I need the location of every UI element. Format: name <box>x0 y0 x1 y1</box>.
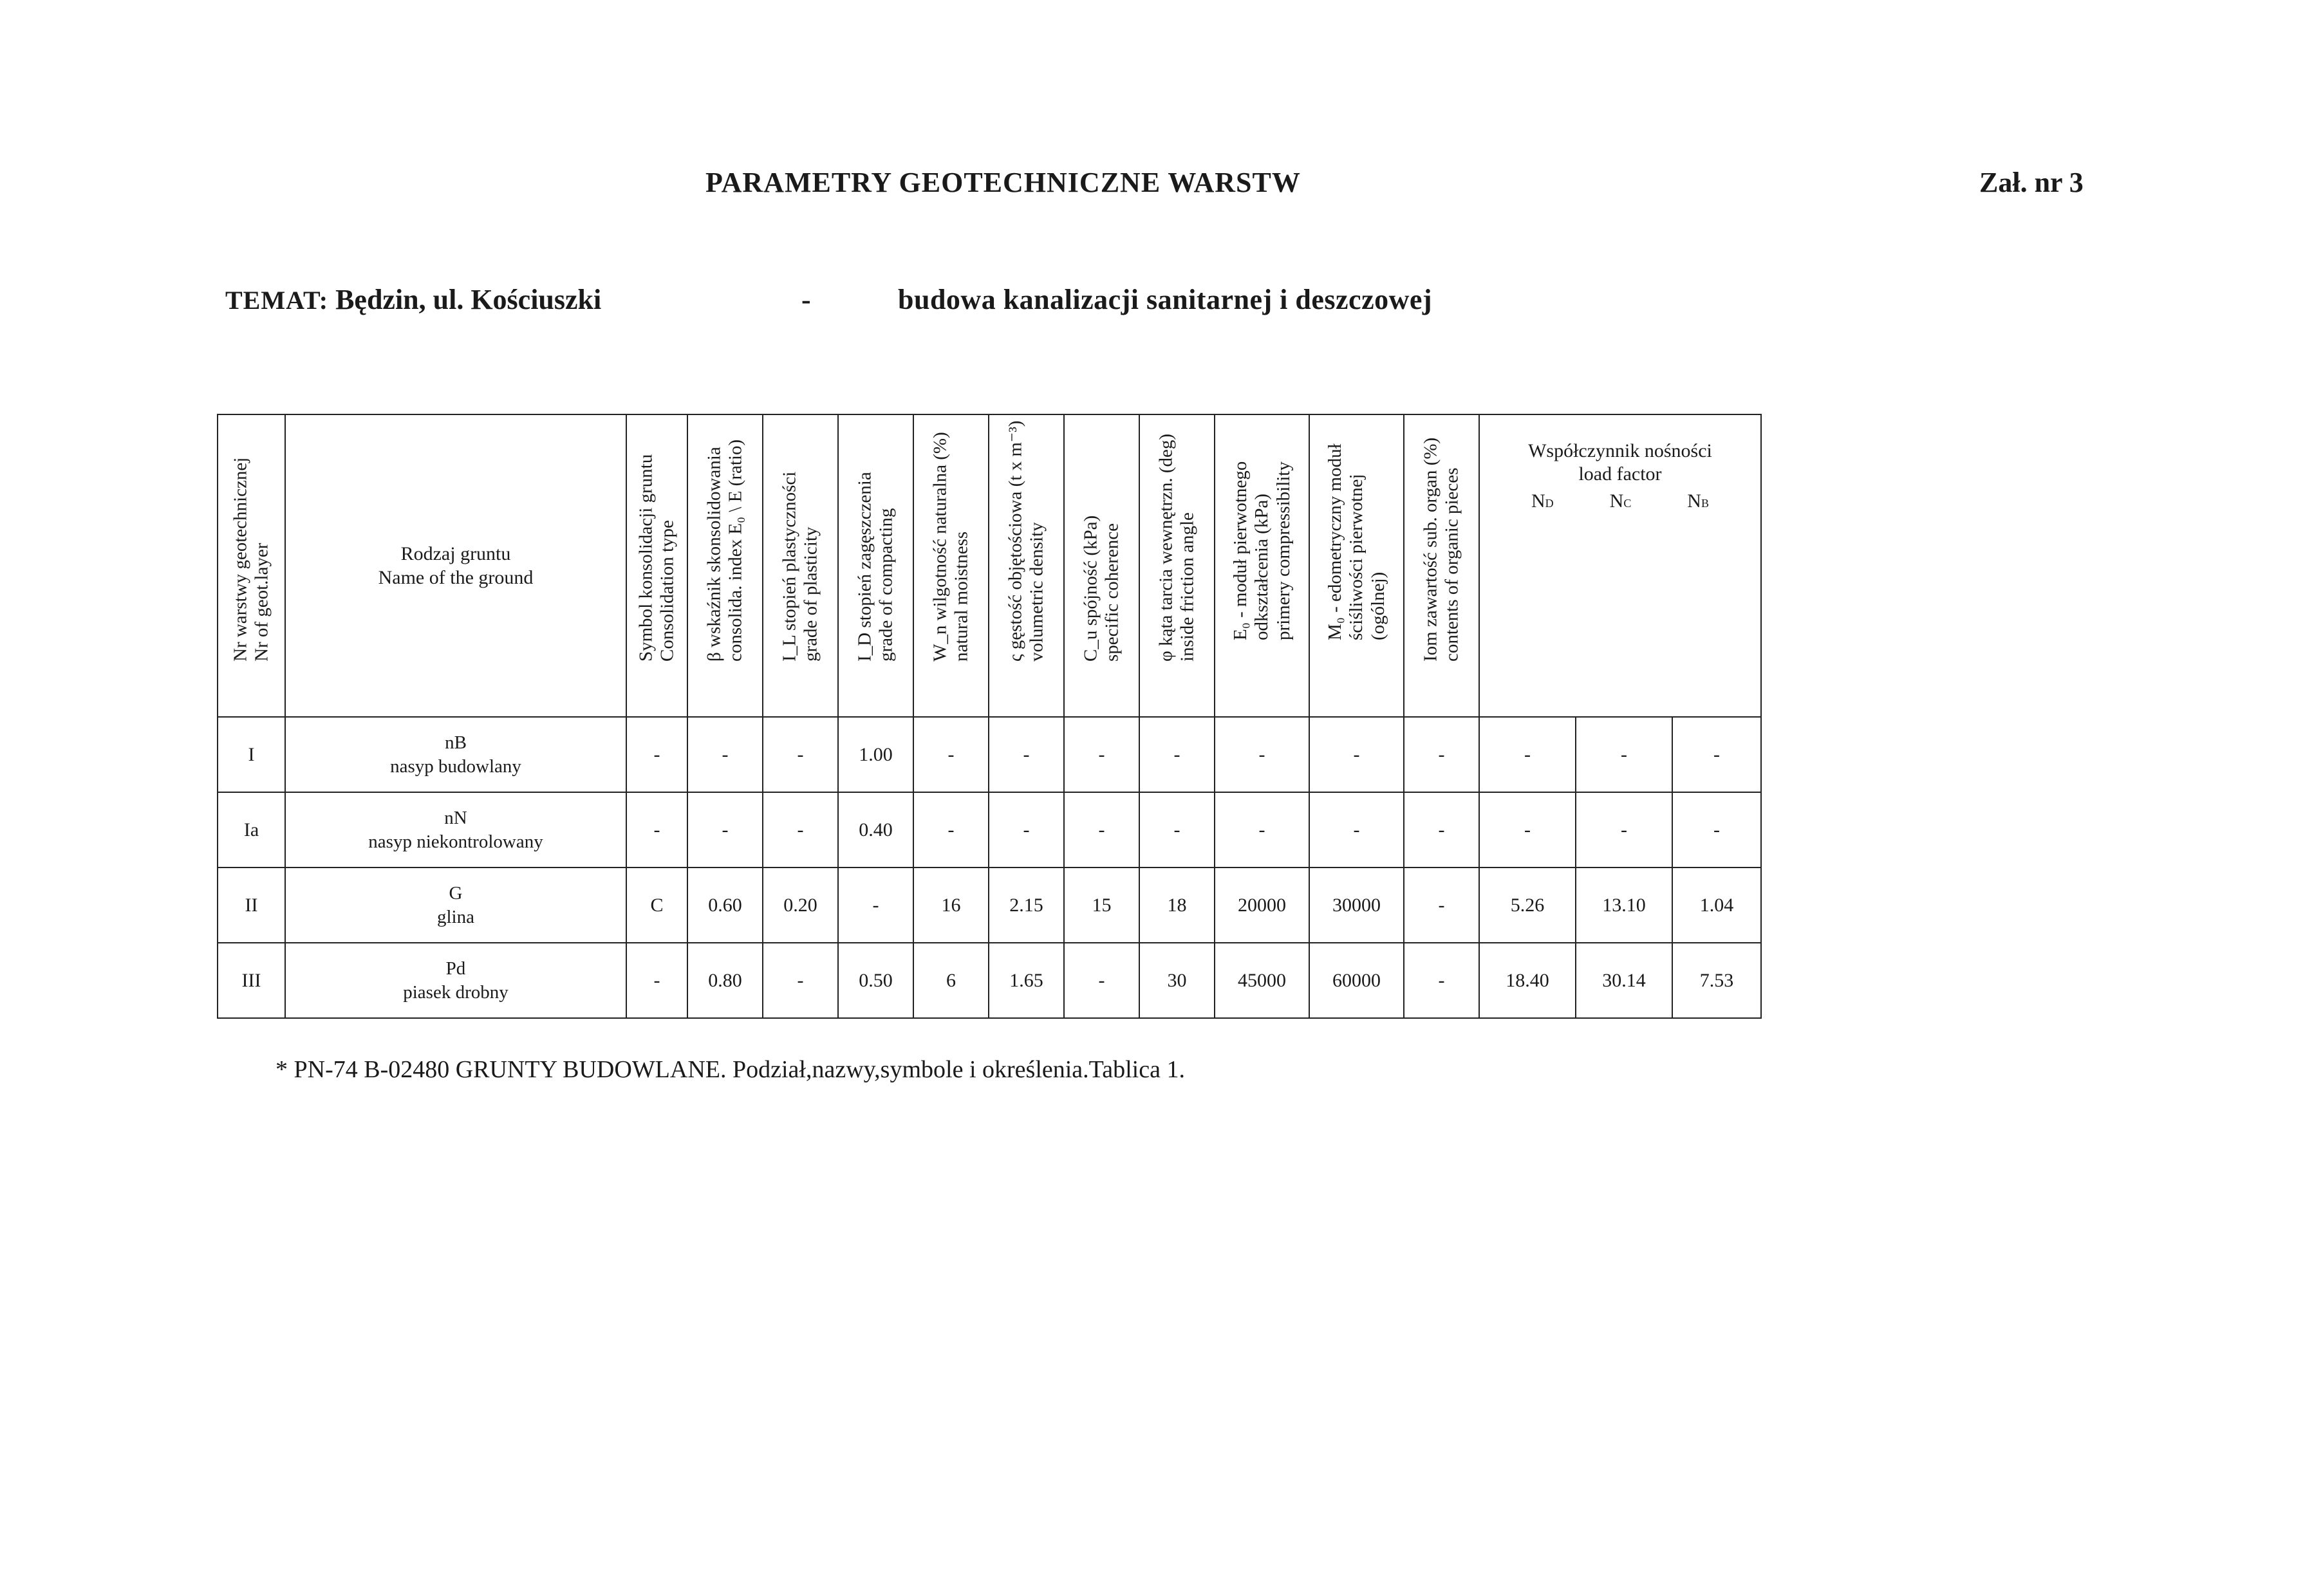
soil-name: nasyp niekontrolowany <box>368 831 543 852</box>
cell-wn: - <box>913 792 989 868</box>
header-beta: β wskaźnik skonsolidowania consolida. index E₀ \ E (ratio) <box>687 414 763 717</box>
soil-symbol: G <box>449 883 463 904</box>
cell-soil-name <box>285 792 626 868</box>
soil-symbol: Pd <box>445 958 466 979</box>
cell-il: - <box>763 792 838 868</box>
subject-separator: - <box>801 284 811 315</box>
cell-wn: - <box>913 717 989 792</box>
table-row <box>218 792 1761 868</box>
header-load-factor <box>1479 414 1761 717</box>
cell-layer-no: I <box>218 717 285 792</box>
cell-cons: - <box>626 792 687 868</box>
cell-soil-name <box>285 943 626 1018</box>
cell-m0: - <box>1309 717 1404 792</box>
cell-nc: - <box>1576 717 1672 792</box>
header-m0: M₀ - edometryczny moduł ściśliwości pierwotnej (ogólnej) <box>1309 414 1404 717</box>
cell-il: - <box>763 717 838 792</box>
soil-symbol: nB <box>445 732 467 754</box>
cell-e0: 20000 <box>1215 868 1309 943</box>
cell-il: - <box>763 943 838 1018</box>
soil-symbol: nN <box>444 808 467 829</box>
cell-nd: - <box>1479 792 1576 868</box>
table-header-row <box>218 414 1761 717</box>
cell-nc: 13.10 <box>1576 868 1672 943</box>
header-e0: E₀ - moduł pierwotnego odkształcenia (kPa) primery compressibility <box>1215 414 1309 717</box>
header-cu: C_u spójność (kPa) specific coherence <box>1064 414 1139 717</box>
cell-iom: - <box>1404 792 1479 868</box>
factor-nc: NC <box>1609 490 1632 512</box>
footnote: * PN-74 B-02480 GRUNTY BUDOWLANE. Podział,nazwy,symbole i określenia.Tablica 1. <box>275 1056 1185 1083</box>
cell-il: 0.20 <box>763 868 838 943</box>
header-rho: ς gęstość objętościowa (t x m⁻³) volumetric density <box>989 414 1064 717</box>
cell-e0: - <box>1215 717 1309 792</box>
cell-id: - <box>838 868 913 943</box>
cell-wn: 6 <box>913 943 989 1018</box>
header-il: I_L stopień plastyczności grade of plasticity <box>763 414 838 717</box>
header-consolidation: Symbol konsolidacji gruntu Consolidation type <box>626 414 687 717</box>
cell-e0: 45000 <box>1215 943 1309 1018</box>
subject-location: Będzin, ul. Kościuszki <box>335 284 602 315</box>
cell-soil-name <box>285 868 626 943</box>
cell-iom: - <box>1404 868 1479 943</box>
cell-nd: 5.26 <box>1479 868 1576 943</box>
cell-nc: - <box>1576 792 1672 868</box>
cell-phi: - <box>1139 717 1215 792</box>
soil-name: glina <box>437 906 474 927</box>
cell-cons: C <box>626 868 687 943</box>
cell-beta: 0.80 <box>687 943 763 1018</box>
header-wn: W_n wilgotność naturalna (%) natural moistness <box>913 414 989 717</box>
factor-nd: ND <box>1531 490 1554 512</box>
header-id: I_D stopień zagęszczenia grade of compacting <box>838 414 913 717</box>
cell-phi: - <box>1139 792 1215 868</box>
cell-rho: - <box>989 792 1064 868</box>
load-factor-subtitle: load factor <box>1578 463 1662 485</box>
cell-id: 0.40 <box>838 792 913 868</box>
table-row <box>218 868 1761 943</box>
table-row <box>218 717 1761 792</box>
cell-cu: - <box>1064 943 1139 1018</box>
cell-nb: 7.53 <box>1672 943 1761 1018</box>
cell-cu: 15 <box>1064 868 1139 943</box>
cell-nd: - <box>1479 717 1576 792</box>
cell-nb: 1.04 <box>1672 868 1761 943</box>
cell-id: 0.50 <box>838 943 913 1018</box>
cell-phi: 30 <box>1139 943 1215 1018</box>
subject-description: budowa kanalizacji sanitarnej i deszczowej <box>898 284 1433 315</box>
geotechnical-parameters-table <box>217 414 1762 1019</box>
table-row <box>218 943 1761 1018</box>
cell-cons: - <box>626 943 687 1018</box>
soil-name: piasek drobny <box>403 981 508 1003</box>
cell-nb: - <box>1672 792 1761 868</box>
cell-soil-name <box>285 717 626 792</box>
attachment-number: Zał. nr 3 <box>1979 167 2084 198</box>
cell-nb: - <box>1672 717 1761 792</box>
cell-layer-no: III <box>218 943 285 1018</box>
cell-nd: 18.40 <box>1479 943 1576 1018</box>
cell-rho: - <box>989 717 1064 792</box>
cell-cu: - <box>1064 717 1139 792</box>
cell-nc: 30.14 <box>1576 943 1672 1018</box>
subject-line <box>225 283 601 316</box>
page-title: PARAMETRY GEOTECHNICZNE WARSTW <box>705 167 1301 198</box>
soil-name: nasyp budowlany <box>390 756 521 777</box>
header-soil-name: Rodzaj gruntu Name of the ground <box>285 414 626 717</box>
cell-cu: - <box>1064 792 1139 868</box>
cell-beta: 0.60 <box>687 868 763 943</box>
cell-beta: - <box>687 717 763 792</box>
cell-m0: - <box>1309 792 1404 868</box>
cell-iom: - <box>1404 943 1479 1018</box>
cell-phi: 18 <box>1139 868 1215 943</box>
header-layer-no: Nr warstwy geotechnicznej Nr of geot.layer <box>218 414 285 717</box>
cell-beta: - <box>687 792 763 868</box>
factor-nb: NB <box>1687 490 1709 512</box>
cell-m0: 30000 <box>1309 868 1404 943</box>
header-phi: φ kąta tarcia wewnętrzn. (deg) inside friction angle <box>1139 414 1215 717</box>
cell-m0: 60000 <box>1309 943 1404 1018</box>
cell-cons: - <box>626 717 687 792</box>
cell-layer-no: Ia <box>218 792 285 868</box>
cell-iom: - <box>1404 717 1479 792</box>
cell-layer-no: II <box>218 868 285 943</box>
load-factor-title: Współczynnik nośności <box>1528 440 1712 461</box>
header-iom: Iom zawartość sub. organ (%) contents of organic pieces <box>1404 414 1479 717</box>
subject-label: TEMAT: <box>225 286 329 315</box>
cell-rho: 2.15 <box>989 868 1064 943</box>
cell-e0: - <box>1215 792 1309 868</box>
cell-wn: 16 <box>913 868 989 943</box>
cell-id: 1.00 <box>838 717 913 792</box>
cell-rho: 1.65 <box>989 943 1064 1018</box>
